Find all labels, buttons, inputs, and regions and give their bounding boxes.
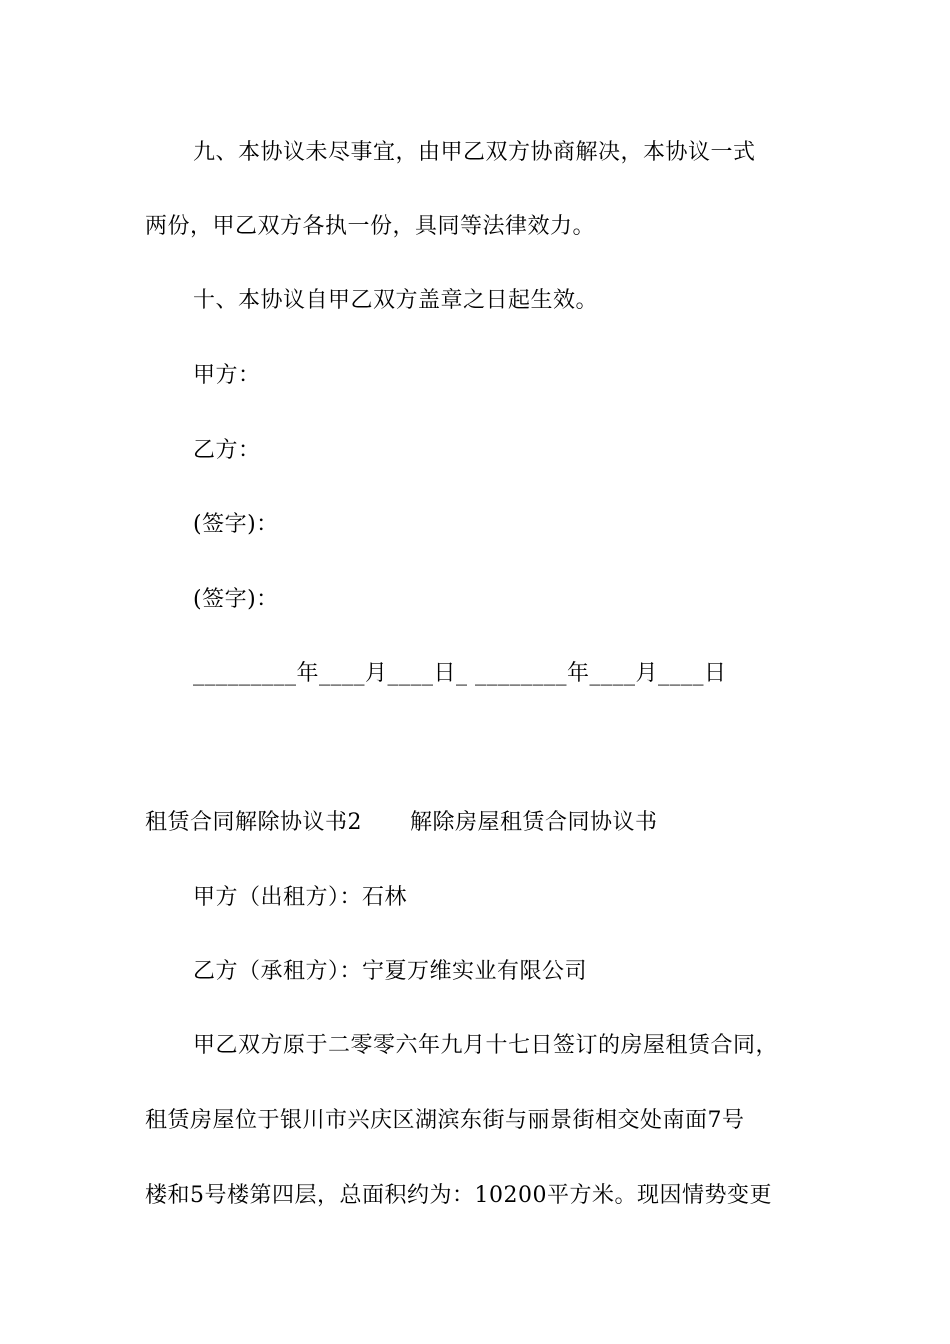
party-b-lessee: 乙方（承租方）：宁夏万维实业有限公司 (193, 959, 588, 984)
party-b-label: 乙方： (193, 438, 261, 463)
clause-10: 十、本协议自甲乙双方盖章之日起生效。 (193, 288, 599, 313)
party-a-lessor: 甲方（出租方）：石林 (193, 885, 408, 910)
signature-a-label: (签字)： (193, 512, 279, 537)
party-a-label: 甲方： (193, 363, 261, 388)
date-line: _________年____月____日_ ________年____月____日 (193, 661, 727, 686)
heading-right: 解除房屋租赁合同协议书 (410, 810, 658, 835)
signature-b-label: (签字)： (193, 587, 279, 612)
clause-9-line-2: 两份，甲乙双方各执一份，具同等法律效力。 (145, 214, 596, 239)
clause-9-line-1: 九、本协议未尽事宜，由甲乙双方协商解决，本协议一式 (193, 140, 756, 165)
heading-left: 租赁合同解除协议书2 (145, 810, 362, 835)
body-line-2: 租赁房屋位于银川市兴庆区湖滨东街与丽景街相交处南面7号 (145, 1108, 745, 1133)
agreement-2-heading (145, 808, 658, 838)
body-line-3: 楼和5号楼第四层，总面积约为：10200平方米。现因情势变更 (145, 1183, 772, 1208)
body-line-1: 甲乙双方原于二零零六年九月十七日签订的房屋租赁合同， (193, 1033, 779, 1058)
